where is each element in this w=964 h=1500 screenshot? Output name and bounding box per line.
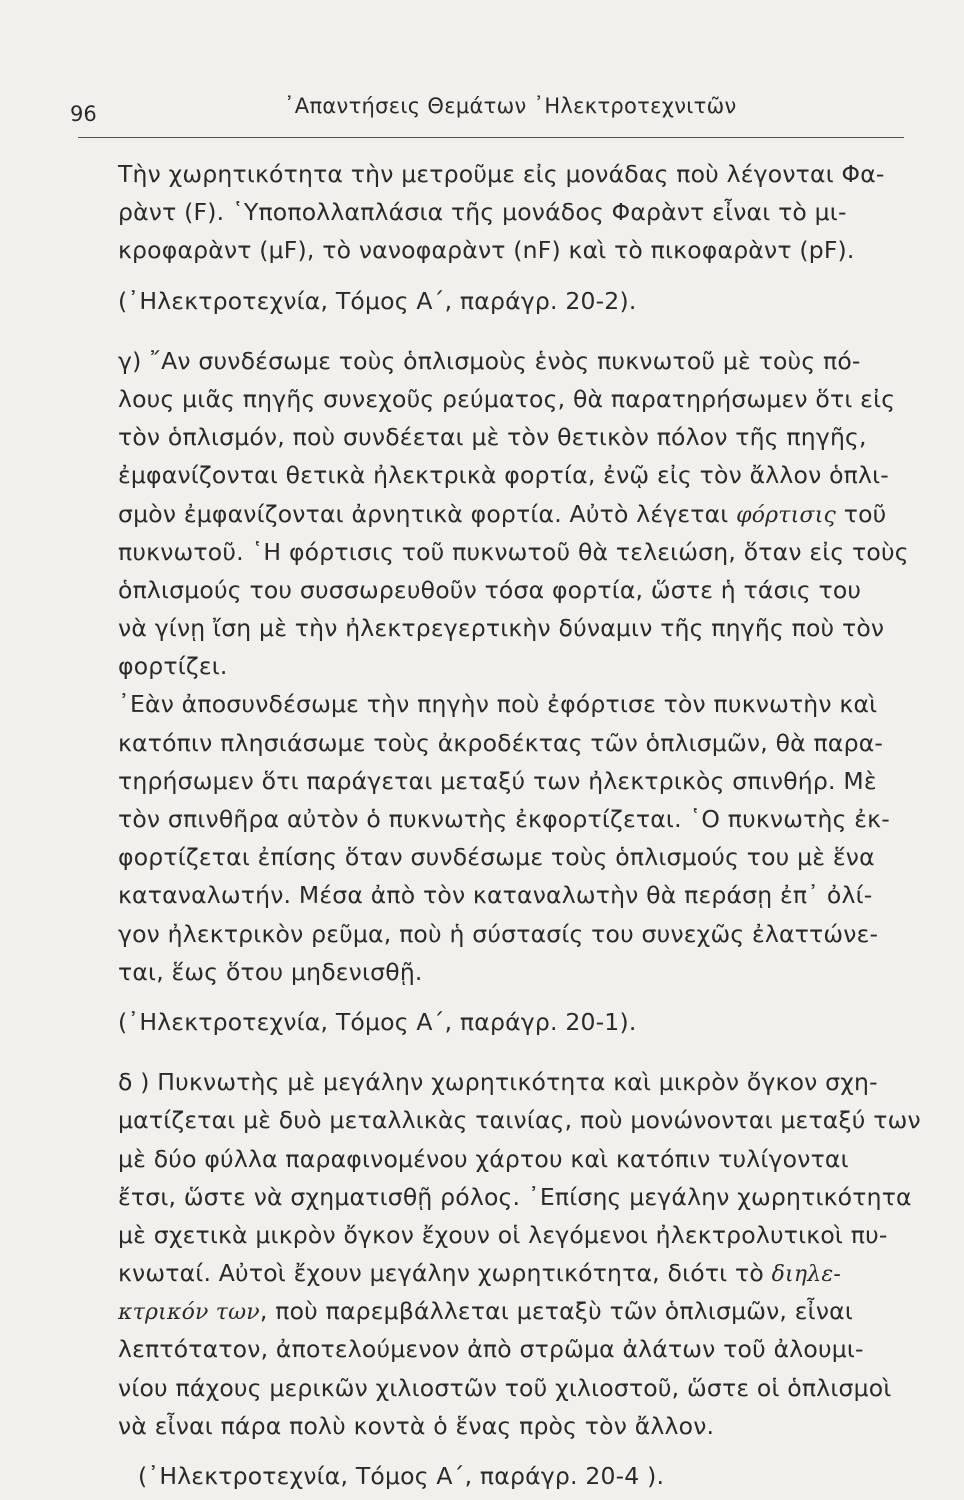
text-line: φορτίζει.	[118, 652, 228, 681]
text-span: σμὸν ἐμφανίζονται ἀρνητικὰ φορτία. Αὐτὸ λέγεται	[118, 499, 737, 528]
text-line: γον ἠλεκτρικὸν ρεῦμα, ποὺ ἡ σύστασίς του συνεχῶς ἐλαττώνε-	[118, 919, 879, 948]
italic-term: φόρτισις	[736, 502, 837, 528]
running-title: ᾿Απαντήσεις Θεμάτων ᾿Ηλεκτροτεχνιτῶν	[284, 94, 737, 118]
text-line: νὰ γίνῃ ἴση μὲ τὴν ἠλεκτρεγερτικὴν δύναμιν τῆς πηγῆς ποὺ τὸν	[118, 614, 885, 643]
text-span: κνωταί. Αὐτοὶ ἔχουν μεγάλην χωρητικότητα, διότι τὸ	[118, 1259, 772, 1288]
text-line: δ ) Πυκνωτὴς μὲ μεγάλην χωρητικότητα καὶ μικρὸν ὄγκον σχη-	[118, 1068, 878, 1097]
text-span: τοῦ	[836, 499, 887, 528]
paragraph-large-capacitors	[118, 1063, 933, 1495]
text-line: νίου πάχους μερικῶν χιλιοστῶν τοῦ χιλιοστοῦ, ὥστε οἱ ὁπλισμοὶ	[118, 1373, 892, 1402]
text-line: ματίζεται μὲ δυὸ μεταλλικὰς ταινίας, ποὺ μονώνονται μεταξύ των	[118, 1106, 921, 1135]
citation: (᾿Ηλεκτροτεχνία, Τόμος Α΄, παράγρ. 20-2).	[118, 286, 637, 315]
text-line: μὲ δύο φύλλα παραφινομένου χάρτου καὶ κατόπιν τυλίγονται	[118, 1144, 849, 1173]
text-line: ται, ἕως ὅτου μηδενισθῇ.	[118, 957, 423, 986]
text-line: γ) ῎Αν συνδέσωμε τοὺς ὁπλισμοὺς ἑνὸς πυκνωτοῦ μὲ τοὺς πό-	[118, 346, 861, 375]
text-line: πυκνωτοῦ. ῾Η φόρτισις τοῦ πυκνωτοῦ θὰ τελειώση, ὅταν εἰς τοὺς	[118, 537, 909, 566]
text-line: φορτίζεται ἐπίσης ὅταν συνδέσωμε τοὺς ὁπλισμούς του μὲ ἕνα	[118, 843, 875, 872]
text-line: τὸν ὁπλισμόν, ποὺ συνδέεται μὲ τὸν θετικὸν πόλον τῆς πηγῆς,	[118, 423, 867, 452]
text-line: τηρήσωμεν ὅτι παράγεται μεταξύ των ἠλεκτρικὸς σπινθήρ. Μὲ	[118, 766, 877, 795]
text-line	[118, 1292, 933, 1330]
text-line: λεπτότατον, ἀποτελούμενον ἀπὸ στρῶμα ἀλάτων τοῦ ἀλουμι-	[118, 1335, 864, 1364]
text-line: τὸν σπινθῆρα αὐτὸν ὁ πυκνωτὴς ἐκφορτίζεται. ῾Ο πυκνωτὴς ἐκ-	[118, 805, 890, 833]
text-line: ἐμφανίζονται θετικὰ ἠλεκτρικὰ φορτία, ἐνῷ εἰς τὸν ἄλλον ὁπλι-	[118, 461, 889, 490]
text-line: κατόπιν πλησιάσωμε τοὺς ἀκροδέκτας τῶν ὁπλισμῶν, θὰ παρα-	[118, 728, 884, 757]
text-line	[118, 495, 933, 533]
text-line: νὰ εἶναι πάρα πολὺ κοντὰ ὁ ἕνας πρὸς τὸν ἄλλον.	[118, 1411, 715, 1440]
italic-term: κτρικόν των	[118, 1300, 260, 1326]
paragraph-charging	[118, 342, 933, 1041]
text-line: ρὰντ (F). ῾Υποπολλαπλάσια τῆς μονάδος Φαρὰντ εἶναι τὸ μι-	[118, 198, 847, 227]
text-line	[118, 1254, 933, 1292]
text-line: μὲ σχετικὰ μικρὸν ὄγκον ἔχουν οἱ λεγόμενοι ἠλεκτρολυτικοὶ πυ-	[118, 1220, 888, 1249]
page-header	[70, 94, 905, 134]
text-line: Τὴν χωρητικότητα τὴν μετροῦμε εἰς μονάδας ποὺ λέγονται Φα-	[118, 160, 885, 188]
paragraph-capacitance-units	[118, 155, 933, 320]
header-rule	[78, 137, 904, 138]
body-text	[118, 155, 933, 1495]
page-number: 96	[70, 102, 97, 126]
text-line: λους μιᾶς πηγῆς συνεχοῦς ρεύματος, θὰ παρατηρήσωμεν ὅτι εἰς	[118, 384, 896, 413]
citation: (᾿Ηλεκτροτεχνία, Τόμος Α΄, παράγρ. 20-4 ).	[138, 1462, 665, 1490]
text-line: ἔτσι, ὥστε νὰ σχηματισθῇ ρόλος. ᾿Επίσης μεγάλην χωρητικότητα	[118, 1182, 912, 1211]
text-line: ὁπλισμούς του συσσωρευθοῦν τόσα φορτία, ὥστε ἡ τάσις του	[118, 575, 862, 604]
citation: (᾿Ηλεκτροτεχνία, Τόμος Α΄, παράγρ. 20-1).	[118, 1007, 637, 1036]
text-span: , ποὺ παρεμβάλλεται μεταξὺ τῶν ὁπλισμῶν, εἶναι	[259, 1297, 853, 1326]
text-line: ᾿Εὰν ἀποσυνδέσωμε τὴν πηγὴν ποὺ ἐφόρτισε τὸν πυκνωτὴν καὶ	[118, 690, 878, 719]
italic-term: διηλε-	[771, 1262, 842, 1288]
text-line: κροφαρὰντ (μF), τὸ νανοφαρὰντ (nF) καὶ τὸ πικοφαρὰντ (pF).	[118, 236, 855, 265]
text-line: καταναλωτήν. Μέσα ἀπὸ τὸν καταναλωτὴν θὰ περάσῃ ἐπ᾿ ὀλί-	[118, 881, 873, 910]
